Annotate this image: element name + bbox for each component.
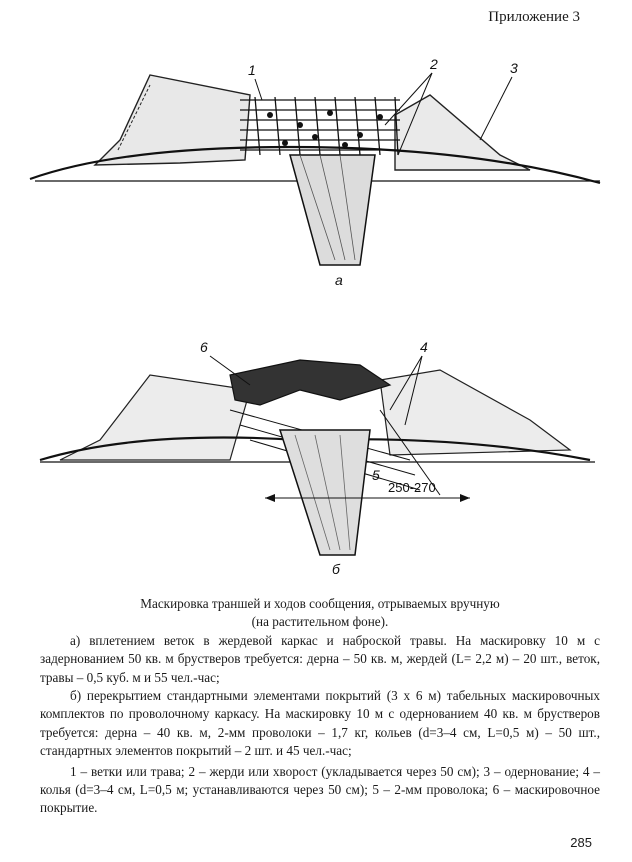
caption-paragraph-b: б) перекрытием стандартными элементами покрытий (3 х 6 м) табельных маскировочных комплектов по проволочному каркасу. На маскировку 10 м с одернованием 40 кв. м брустверов требуется: дерна – 40 кв. м, 2-мм проволоки – 1,7 кг, кольев (d=3–4 см, L=0,5 м) – 50 шт., стандартных элементов покрытий – 2 шт. и 45 чел.-час; <box>40 688 600 759</box>
figure-b-drawing <box>0 330 632 580</box>
callout-4: 4 <box>420 339 428 355</box>
appendix-label: Приложение 3 <box>488 9 580 25</box>
caption-title: Маскировка траншей и ходов сообщения, отрываемых вручную <box>140 596 500 611</box>
callout-6: 6 <box>200 339 208 355</box>
figure-a <box>0 55 632 295</box>
figure-a-sublabel: а <box>335 272 343 288</box>
callout-1: 1 <box>248 62 256 78</box>
figure-b-sublabel: б <box>332 561 340 577</box>
figure-b <box>0 330 632 580</box>
caption-subtitle: (на растительном фоне). <box>251 614 389 630</box>
page-number: 285 <box>570 835 592 850</box>
callout-3: 3 <box>510 60 518 76</box>
caption-paragraph-a: а) вплетением веток в жердевой каркас и наброской травы. На маскировку 10 м с задернованием 50 кв. м брустверов требуется: дерна – 50 кв. м, жердей (L= 2,2 м) – 20 шт., веток, травы – 0,5 куб. м и 55 чел.-час; <box>40 632 600 685</box>
figure-a-drawing <box>0 55 632 295</box>
figure-caption <box>40 595 600 818</box>
callout-5: 5 <box>372 467 380 483</box>
callout-2: 2 <box>430 56 438 72</box>
dimension-label: 250-270 <box>388 480 436 495</box>
caption-legend: 1 – ветки или трава; 2 – жерди или хворост (укладывается через 50 см); 3 – одернование; 4 – колья (d=3–4 см, L=0,5 м; устанавливаются через 50 см); 5 – 2-мм проволока; 6 – маскировочное покрытие. <box>40 763 600 816</box>
